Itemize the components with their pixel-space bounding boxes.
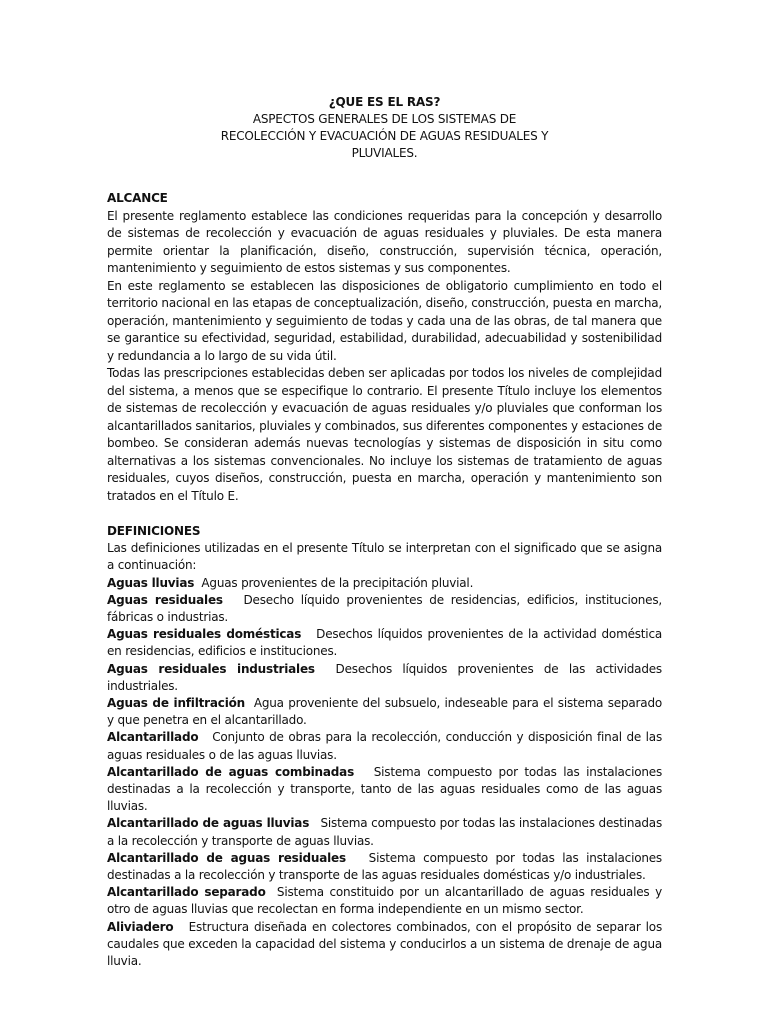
definition-term: Alcantarillado xyxy=(107,730,199,745)
definiciones-section xyxy=(107,523,662,970)
definition-term: Alcantarillado de aguas residuales xyxy=(107,850,346,865)
definition-item xyxy=(107,850,662,884)
definition-item xyxy=(107,919,662,971)
document-subtitle-line-2: RECOLECCIÓN Y EVACUACIÓN DE AGUAS RESIDUALES Y xyxy=(220,129,549,143)
definiciones-heading: DEFINICIONES xyxy=(107,524,201,538)
document-subtitle-line-3: PLUVIALES. xyxy=(351,146,418,160)
definition-term: Aguas residuales xyxy=(107,592,223,607)
alcance-section xyxy=(107,190,662,505)
document-subtitle-line-1: ASPECTOS GENERALES DE LOS SISTEMAS DE xyxy=(252,112,517,126)
definition-text: Aguas provenientes de la precipitación pluvial. xyxy=(201,575,474,590)
definition-term: Alcantarillado de aguas lluvias xyxy=(107,816,310,831)
definition-item xyxy=(107,884,662,918)
definition-term: Aguas de infiltración xyxy=(107,696,245,711)
definition-item xyxy=(107,592,662,626)
definition-text: Conjunto de obras para la recolección, conducción y disposición final de las aguas residuales o de las aguas lluvias. xyxy=(107,730,663,762)
definition-item xyxy=(107,626,662,660)
document-title: ¿QUE ES EL RAS? xyxy=(328,95,441,109)
definition-text: Sistema compuesto por todas las instalaciones destinadas a la recolección y transporte, tanto de las aguas residuales como de las aguas lluvias. xyxy=(107,764,662,814)
definition-text: Estructura diseñada en colectores combinados, con el propósito de separar los caudales que exceden la capacidad del sistema y conducirlos a un sistema de drenaje de agua lluvia. xyxy=(107,919,663,969)
definition-text: Sistema compuesto por todas las instalaciones destinadas a la recolección y transporte de las aguas residuales domésticas y/o industriales. xyxy=(107,850,662,883)
alcance-paragraph: En este reglamento se establecen las disposiciones de obligatorio cumplimiento en todo el territorio nacional en las etapas de conceptualización, diseño, construcción, puesta en marcha, operación, mantenimiento y seguimiento de todas y cada una de las obras, de tal manera que se garantice su efectividad, seguridad, estabilidad, durabilidad, adecuabilidad y sostenibilidad y redundancia a lo largo de su vida útil. xyxy=(107,278,662,363)
definition-text: Sistema compuesto por todas las instalaciones destinadas a la recolección y transporte de aguas lluvias. xyxy=(107,816,663,848)
definition-term: Aguas residuales industriales xyxy=(107,661,315,676)
definition-text: Desechos líquidos provenientes de las actividades industriales. xyxy=(107,661,662,693)
definition-item xyxy=(107,764,662,816)
definition-text: Desecho líquido provenientes de residencias, edificios, instituciones, fábricas o industrias. xyxy=(107,592,663,625)
document-header xyxy=(107,94,662,162)
definiciones-intro: Las definiciones utilizadas en el presente Título se interpretan con el significado que se asigna a continuación: xyxy=(107,541,662,573)
alcance-heading: ALCANCE xyxy=(107,191,168,205)
definition-term: Aliviadero xyxy=(107,919,174,934)
definition-item xyxy=(107,695,662,729)
definition-term: Alcantarillado de aguas combinadas xyxy=(107,764,355,779)
definition-term: Alcantarillado separado xyxy=(107,885,266,900)
definition-item xyxy=(107,815,662,849)
definition-term: Aguas residuales domésticas xyxy=(107,627,302,642)
definition-text: Agua proveniente del subsuelo, indeseable para el sistema separado y que penetra en el alcantarillado. xyxy=(107,696,662,728)
definition-item xyxy=(107,661,662,695)
definition-text: Desechos líquidos provenientes de la actividad doméstica en residencias, edificios e instituciones. xyxy=(107,627,662,659)
alcance-paragraph: Todas las prescripciones establecidas deben ser aplicadas por todos los niveles de complejidad del sistema, a menos que se especifique lo contrario. El presente Título incluye los elementos de sistemas de recolección y evacuación de aguas residuales y/o pluviales que conforman los alcantarillados sanitarios, pluviales y combinados, sus diferentes componentes y estaciones de bombeo. Se consideran además nuevas tecnologías y sistemas de disposición in situ como alternativas a los sistemas convencionales. No incluye los sistemas de tratamiento de aguas residuales, cuyos diseños, construcción, puesta en marcha, operación y mantenimiento son tratados en el Título E. xyxy=(107,366,662,503)
alcance-paragraph: El presente reglamento establece las condiciones requeridas para la concepción y desarrollo de sistemas de recolección y evacuación de aguas residuales y pluviales. De esta manera permite orientar la planificación, diseño, construcción, supervisión técnica, operación, mantenimiento y seguimiento de estos sistemas y sus componentes. xyxy=(107,208,662,275)
definition-item xyxy=(107,575,662,592)
definition-term: Aguas lluvias xyxy=(107,575,195,590)
definition-text: Sistema constituido por un alcantarillado de aguas residuales y otro de aguas lluvias que recolectan en forma independiente en un mismo sector. xyxy=(107,885,663,917)
definition-item xyxy=(107,729,662,763)
